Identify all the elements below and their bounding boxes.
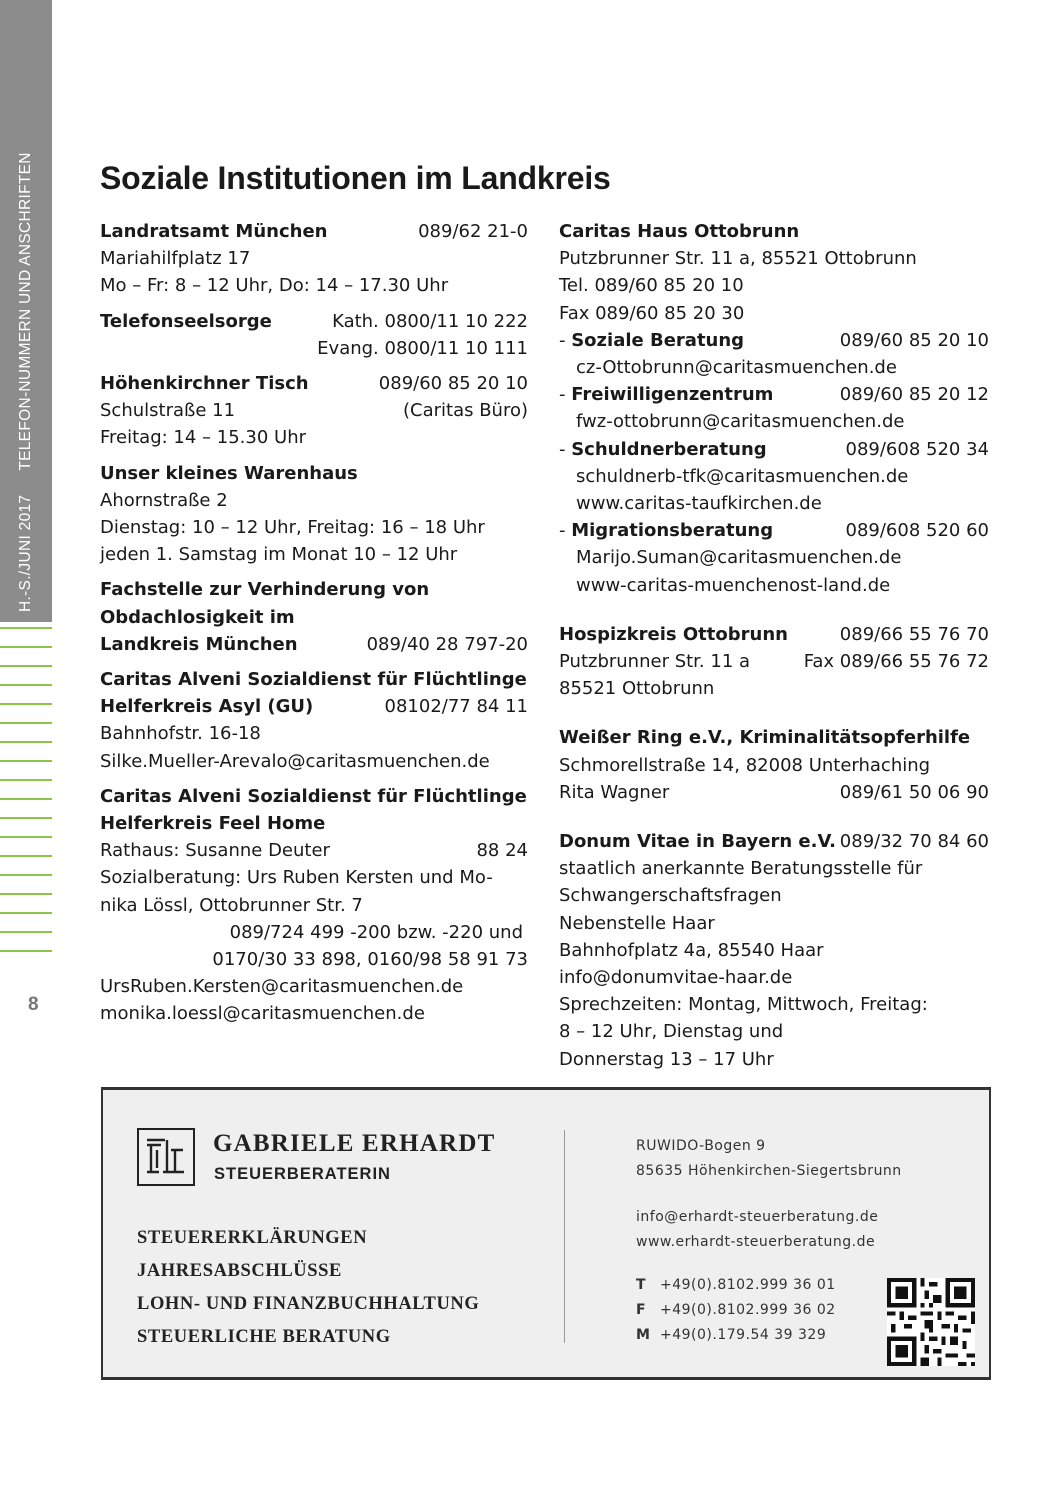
service-item: JAHRESABSCHLÜSSE [137, 1261, 342, 1281]
entry-name: Höhenkirchner Tisch [100, 373, 309, 395]
sidebar-label [14, 12, 38, 612]
entry-phone: 089/66 55 76 70 [839, 623, 989, 645]
edition-label: H.-S./JUNI 2017 [17, 494, 34, 612]
entry-alveni-gu [100, 666, 528, 775]
qr-code-icon[interactable] [887, 1278, 975, 1366]
firm-logo [137, 1128, 195, 1186]
entry-email[interactable]: UrsRuben.Kersten@caritasmuenchen.de [100, 976, 464, 998]
phone-key: T [636, 1277, 647, 1293]
advertisement [101, 1087, 991, 1380]
entry-hoehenkirchner-tisch [100, 370, 528, 452]
service-item: LOHN- UND FINANZBUCHHALTUNG [137, 1294, 480, 1314]
service-freiwilligenzentrum [559, 381, 989, 435]
entry-address: Ahornstraße 2 [100, 489, 228, 511]
entry-name: Caritas Haus Ottobrunn [559, 221, 800, 242]
entry-telefonseelsorge [100, 308, 528, 362]
sidebar [0, 0, 62, 1497]
entry-fax: Fax 089/60 85 20 30 [559, 302, 745, 324]
entry-address: Putzbrunner Str. 11 a, 85521 Ottobrunn [559, 248, 917, 270]
entry-phone: 0170/30 33 898, 0160/98 58 91 73 [212, 949, 528, 971]
firm-name: GABRIELE ERHARDT [213, 1130, 496, 1157]
entry-address: Putzbrunner Str. 11 a [559, 651, 751, 673]
bullet-dash: - [559, 520, 572, 542]
left-column [100, 218, 528, 1036]
entry-hours: Freitag: 14 – 15.30 Uhr [100, 427, 307, 449]
entry-hours: Sprechzeiten: Montag, Mittwoch, Freitag: [559, 994, 928, 1016]
phone-key: M [636, 1327, 651, 1343]
entry-text: Nebenstelle Haar [559, 912, 715, 934]
entry-name: Unser kleines Warenhaus [100, 462, 358, 484]
entry-city: 85521 Ottobrunn [559, 678, 715, 700]
firm-contact-online [636, 1205, 878, 1255]
service-email[interactable]: fwz-ottobrunn@caritasmuenchen.de [576, 411, 905, 433]
entry-note: (Caritas Büro) [402, 400, 528, 422]
entry-name: Fachstelle zur Verhinderung von [100, 579, 430, 601]
entry-address: Schmorellstraße 14, 82008 Unterhaching [559, 754, 931, 776]
entry-name: Landkreis München [100, 633, 298, 655]
entry-warenhaus [100, 460, 528, 569]
page-number: 8 [28, 994, 39, 1015]
service-name: Freiwilligenzentrum [571, 384, 774, 406]
service-website[interactable]: www.caritas-taufkirchen.de [576, 493, 822, 515]
bullet-dash: - [559, 438, 572, 460]
entry-address: Mariahilfplatz 17 [100, 248, 251, 270]
firm-subtitle: STEUERBERATERIN [214, 1165, 391, 1183]
firm-address [636, 1134, 902, 1184]
fax-row [636, 1298, 836, 1323]
service-item: STEUERERKLÄRUNGEN [137, 1228, 368, 1248]
address-line: RUWIDO-Bogen 9 [636, 1138, 766, 1154]
ad-divider [564, 1130, 565, 1343]
service-schuldnerberatung [559, 436, 989, 518]
entry-hours: jeden 1. Samstag im Monat 10 – 12 Uhr [100, 544, 458, 566]
firm-website[interactable]: www.erhardt-steuerberatung.de [636, 1234, 876, 1250]
right-column [559, 218, 989, 1081]
entry-phone: 089/61 50 06 90 [839, 781, 989, 803]
entry-phone: 08102/77 84 11 [384, 696, 528, 718]
entry-text: Schwangerschaftsfragen [559, 885, 782, 907]
entry-weisser-ring [559, 724, 989, 806]
service-phone: 089/60 85 20 12 [839, 384, 989, 406]
section-label: TELEFON-NUMMERN UND ANSCHRIFTEN [17, 152, 34, 471]
entry-name: Helferkreis Asyl (GU) [100, 696, 314, 718]
entry-name: Donum Vitae in Bayern e.V. [559, 831, 836, 853]
entry-name: Telefonseelsorge [100, 310, 272, 332]
service-phone: 089/608 520 60 [845, 520, 989, 542]
entry-phone-kath: Kath. 0800/11 10 222 [332, 310, 528, 332]
entry-phone: 88 24 [476, 840, 528, 862]
bullet-dash: - [559, 384, 572, 406]
entry-name: Caritas Alveni Sozialdienst für Flüchtlinge [100, 785, 527, 807]
phone-value: +49(0).179.54 39 329 [660, 1327, 827, 1343]
service-name: Soziale Beratung [571, 329, 745, 351]
service-name: Schuldnerberatung [571, 438, 767, 460]
entry-text: nika Lössl, Ottobrunner Str. 7 [100, 894, 363, 916]
entry-name: Helferkreis Feel Home [100, 813, 326, 835]
entry-hours: Dienstag: 10 – 12 Uhr, Freitag: 16 – 18 Uhr [100, 517, 485, 539]
phone-value: +49(0).8102.999 36 02 [660, 1302, 836, 1318]
entry-tel: Tel. 089/60 85 20 10 [559, 275, 744, 297]
bullet-dash: - [559, 329, 572, 351]
mobile-row [636, 1323, 836, 1348]
entry-fax: Fax 089/66 55 76 72 [803, 651, 989, 673]
entry-text: staatlich anerkannte Beratungsstelle für [559, 858, 923, 880]
entry-text: Sozialberatung: Urs Ruben Kersten und Mo- [100, 867, 493, 889]
entry-hours: Donnerstag 13 – 17 Uhr [559, 1048, 774, 1070]
entry-email[interactable]: monika.loessl@caritasmuenchen.de [100, 1003, 425, 1025]
entry-phone: 089/60 85 20 10 [378, 373, 528, 395]
firm-services [137, 1222, 479, 1354]
address-line: 85635 Höhenkirchen-Siegertsbrunn [636, 1163, 902, 1179]
entry-fachstelle [100, 576, 528, 658]
service-phone: 089/608 520 34 [845, 438, 989, 460]
entry-alveni-feel-home [100, 783, 528, 1028]
service-email[interactable]: cz-Ottobrunn@caritasmuenchen.de [576, 357, 897, 379]
service-name: Migrationsberatung [571, 520, 774, 542]
entry-contact: Rathaus: Susanne Deuter [100, 840, 330, 862]
service-email[interactable]: Marijo.Suman@caritasmuenchen.de [576, 547, 902, 569]
sidebar-rules [0, 627, 52, 969]
entry-address: Bahnhofstr. 16-18 [100, 723, 261, 745]
entry-caritas-haus [559, 218, 989, 599]
service-migrationsberatung [559, 517, 989, 599]
page-title: Soziale Institutionen im Landkreis [100, 160, 611, 196]
phone-key: F [636, 1302, 647, 1318]
entry-name: Weißer Ring e.V., Kriminalitätsopferhilfe [559, 727, 971, 749]
entry-phone: 089/40 28 797-20 [366, 633, 528, 655]
entry-phone: 089/62 21-0 [418, 221, 528, 242]
service-soziale-beratung [559, 327, 989, 381]
entry-name: Obdachlosigkeit im [100, 606, 295, 628]
phone-row [636, 1273, 836, 1298]
entry-phone: 089/724 499 -200 bzw. -220 und [229, 921, 523, 943]
phone-value: +49(0).8102.999 36 01 [660, 1277, 836, 1293]
entry-email[interactable]: info@donumvitae-haar.de [559, 967, 793, 989]
entry-hours: 8 – 12 Uhr, Dienstag und [559, 1021, 784, 1043]
entry-hospizkreis [559, 621, 989, 703]
entry-donum-vitae [559, 828, 989, 1073]
entry-hours: Mo – Fr: 8 – 12 Uhr, Do: 14 – 17.30 Uhr [100, 275, 449, 297]
entry-address: Bahnhofplatz 4a, 85540 Haar [559, 939, 824, 961]
entry-name: Hospizkreis Ottobrunn [559, 623, 788, 645]
firm-phones [636, 1273, 836, 1348]
entry-landratsamt [100, 218, 528, 300]
entry-name: Landratsamt München [100, 221, 328, 242]
entry-name: Caritas Alveni Sozialdienst für Flüchtlinge [100, 669, 527, 691]
entry-address: Schulstraße 11 [100, 400, 236, 422]
service-item: STEUERLICHE BERATUNG [137, 1327, 391, 1347]
service-website[interactable]: www-caritas-muenchenost-land.de [576, 574, 891, 596]
service-email[interactable]: schuldnerb-tfk@caritasmuenchen.de [576, 465, 909, 487]
entry-phone: 089/32 70 84 60 [839, 831, 989, 853]
entry-contact: Rita Wagner [559, 781, 670, 803]
service-phone: 089/60 85 20 10 [839, 329, 989, 351]
firm-email[interactable]: info@erhardt-steuerberatung.de [636, 1209, 879, 1225]
entry-email[interactable]: Silke.Mueller-Arevalo@caritasmuenchen.de [100, 750, 490, 772]
entry-phone-evang: Evang. 0800/11 10 111 [317, 337, 528, 359]
